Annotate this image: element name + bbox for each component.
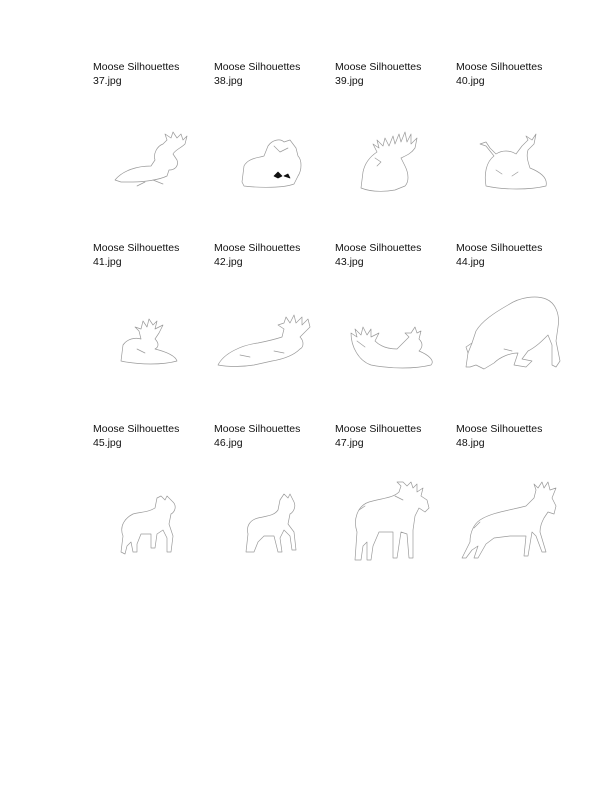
image-cell[interactable] (456, 60, 574, 230)
image-caption (456, 241, 542, 269)
caption-title: Moose Silhouettes (214, 242, 301, 254)
image-caption (335, 60, 421, 88)
caption-file: 48.jpg (456, 437, 485, 449)
image-caption (456, 60, 542, 88)
moose-calf-icon[interactable] (93, 462, 211, 582)
caption-title: Moose Silhouettes (93, 242, 180, 254)
grazing-moose-icon[interactable] (456, 281, 574, 401)
caption-file: 38.jpg (214, 75, 243, 87)
caption-title: Moose Silhouettes (214, 61, 301, 73)
image-caption (214, 60, 300, 88)
caption-file: 47.jpg (335, 437, 364, 449)
caption-file: 44.jpg (456, 256, 485, 268)
image-cell[interactable] (456, 241, 574, 411)
image-caption (456, 422, 542, 450)
image-cell[interactable] (214, 422, 332, 592)
image-cell[interactable] (335, 422, 453, 592)
image-caption (214, 422, 300, 450)
caption-title: Moose Silhouettes (456, 242, 543, 254)
caption-file: 42.jpg (214, 256, 243, 268)
moose-head-icon[interactable] (335, 100, 453, 220)
image-caption (93, 241, 179, 269)
lying-moose-icon[interactable] (93, 100, 211, 220)
caption-file: 40.jpg (456, 75, 485, 87)
caption-file: 41.jpg (93, 256, 122, 268)
lying-moose-icon[interactable] (456, 100, 574, 220)
lying-moose-icon[interactable] (93, 281, 211, 401)
image-cell[interactable] (93, 60, 211, 230)
caption-title: Moose Silhouettes (214, 423, 301, 435)
lying-moose-icon[interactable] (214, 100, 332, 220)
image-cell[interactable] (335, 241, 453, 411)
caption-file: 39.jpg (335, 75, 364, 87)
lying-moose-icon[interactable] (214, 281, 332, 401)
caption-title: Moose Silhouettes (456, 61, 543, 73)
image-caption (335, 241, 421, 269)
image-cell[interactable] (93, 241, 211, 411)
image-caption (335, 422, 421, 450)
lying-moose-icon[interactable] (335, 281, 453, 401)
caption-file: 45.jpg (93, 437, 122, 449)
image-caption (214, 241, 300, 269)
caption-title: Moose Silhouettes (456, 423, 543, 435)
caption-title: Moose Silhouettes (335, 61, 422, 73)
image-caption (93, 60, 179, 88)
image-cell[interactable] (214, 241, 332, 411)
caption-title: Moose Silhouettes (335, 242, 422, 254)
image-cell[interactable] (456, 422, 574, 592)
caption-file: 46.jpg (214, 437, 243, 449)
walking-moose-icon[interactable] (456, 462, 574, 582)
moose-calf-icon[interactable] (214, 462, 332, 582)
standing-moose-icon[interactable] (335, 462, 453, 582)
caption-title: Moose Silhouettes (93, 423, 180, 435)
image-cell[interactable] (335, 60, 453, 230)
image-cell[interactable] (93, 422, 211, 592)
image-cell[interactable] (214, 60, 332, 230)
caption-file: 37.jpg (93, 75, 122, 87)
caption-file: 43.jpg (335, 256, 364, 268)
image-caption (93, 422, 179, 450)
caption-title: Moose Silhouettes (335, 423, 422, 435)
caption-title: Moose Silhouettes (93, 61, 180, 73)
